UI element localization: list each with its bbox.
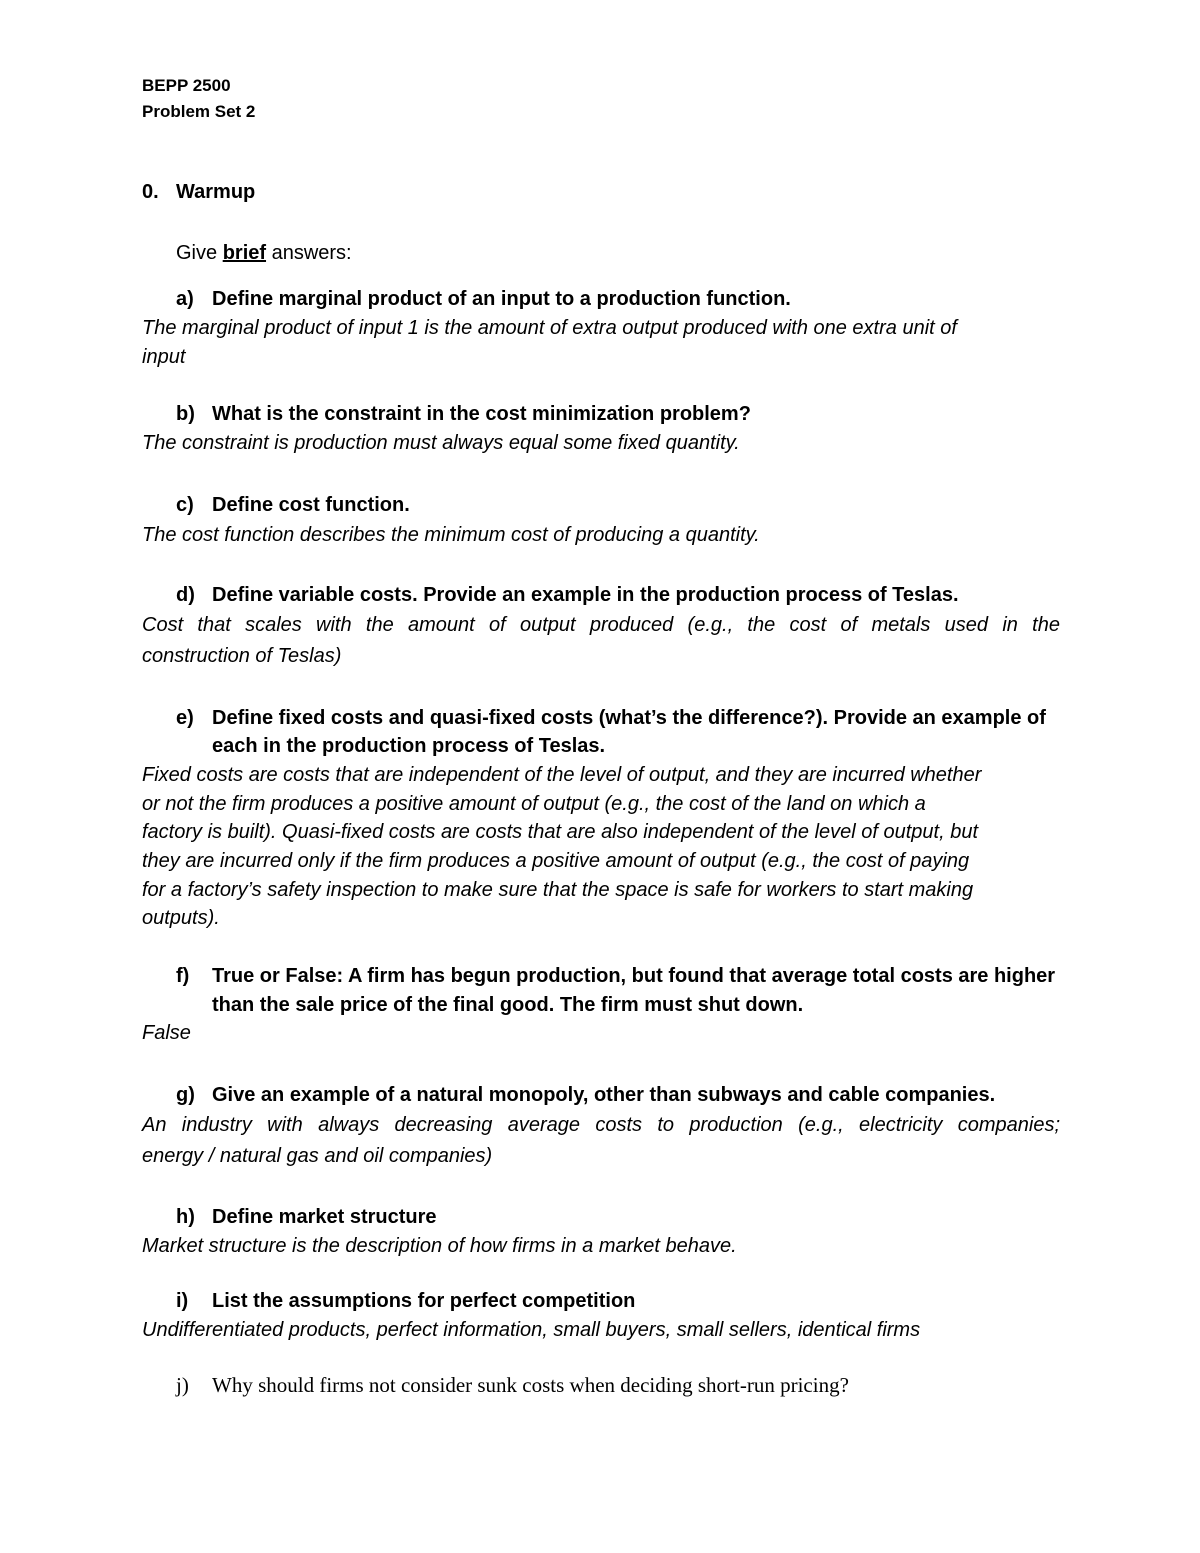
- instructions-suffix: answers:: [266, 242, 352, 264]
- question-c: [0, 494, 1060, 520]
- question-d: [0, 584, 1060, 610]
- question-text: What is the constraint in the cost minimization problem?: [212, 403, 751, 425]
- question-letter: a): [176, 288, 194, 310]
- section-title: Warmup: [176, 181, 256, 203]
- question-text: List the assumptions for perfect competition: [212, 1290, 636, 1312]
- section-number: 0.: [142, 181, 159, 203]
- question-e-line-2: each in the production process of Teslas.: [212, 735, 606, 757]
- instructions-emphasis: brief: [222, 242, 267, 264]
- question-letter: h): [176, 1206, 195, 1228]
- answer-b-line-1: The constraint is production must always equal some fixed quantity.: [142, 432, 740, 454]
- question-h: [0, 1206, 1060, 1232]
- answer-h-line-1: Market structure is the description of how firms in a market behave.: [142, 1235, 737, 1257]
- answer-g-line-1: An industry with always decreasing average costs to production (e.g., electricity companies;: [142, 1114, 1060, 1136]
- question-text: True or False: A firm has begun production, but found that average total costs are higher: [212, 965, 1056, 987]
- question-letter: f): [176, 965, 190, 987]
- question-text: Define cost function.: [212, 494, 410, 516]
- answer-e-line-5: for a factory’s safety inspection to make sure that the space is safe for workers to start making: [142, 879, 974, 901]
- answer-a-line-2: input: [142, 346, 186, 368]
- question-i: [0, 1290, 1060, 1316]
- question-letter: j): [176, 1373, 189, 1397]
- answer-d-line-2: construction of Teslas): [142, 645, 342, 667]
- question-letter: d): [176, 584, 195, 606]
- question-letter: e): [176, 707, 194, 729]
- question-g: [0, 1084, 1060, 1110]
- answer-e-line-4: they are incurred only if the firm produces a positive amount of output (e.g., the cost of paying: [142, 850, 970, 872]
- answer-f-line-1: False: [142, 1022, 191, 1044]
- question-letter: i): [176, 1290, 189, 1312]
- instructions: [176, 242, 352, 265]
- question-f-line-2: than the sale price of the final good. The firm must shut down.: [212, 994, 804, 1016]
- question-text: Give an example of a natural monopoly, other than subways and cable companies.: [212, 1084, 996, 1106]
- answer-e-line-6: outputs).: [142, 907, 220, 929]
- answer-g-line-2: energy / natural gas and oil companies): [142, 1145, 493, 1167]
- question-text: Why should firms not consider sunk costs when deciding short-run pricing?: [212, 1373, 849, 1397]
- answer-e-line-3: factory is built). Quasi-fixed costs are costs that are also independent of the level of output, but: [142, 821, 979, 843]
- problem-set-title: Problem Set 2: [142, 102, 256, 121]
- question-text: Define market structure: [212, 1206, 437, 1228]
- question-a: [0, 288, 1060, 314]
- answer-e-line-1: Fixed costs are costs that are independent of the level of output, and they are incurred whether: [142, 764, 982, 786]
- answer-a-line-1: The marginal product of input 1 is the amount of extra output produced with one extra unit of: [142, 317, 957, 339]
- question-j: [0, 1373, 1060, 1401]
- question-letter: c): [176, 494, 194, 516]
- question-letter: b): [176, 403, 195, 425]
- question-text: Define marginal product of an input to a production function.: [212, 288, 791, 310]
- question-e: [0, 707, 1060, 733]
- answer-d-line-1: Cost that scales with the amount of output produced (e.g., the cost of metals used in the: [142, 614, 1060, 636]
- answer-e-line-2: or not the firm produces a positive amount of output (e.g., the cost of the land on which a: [142, 793, 926, 815]
- question-f: [0, 965, 1060, 991]
- instructions-prefix: Give: [176, 242, 223, 264]
- question-text: Define variable costs. Provide an example in the production process of Teslas.: [212, 584, 959, 606]
- question-b: [0, 403, 1060, 429]
- answer-c-line-1: The cost function describes the minimum cost of producing a quantity.: [142, 524, 760, 546]
- course-code: BEPP 2500: [142, 76, 231, 95]
- question-text: Define fixed costs and quasi-fixed costs (what’s the difference?). Provide an example of: [212, 707, 1046, 729]
- question-letter: g): [176, 1084, 195, 1106]
- answer-i-line-1: Undifferentiated products, perfect information, small buyers, small sellers, identical firms: [142, 1319, 921, 1341]
